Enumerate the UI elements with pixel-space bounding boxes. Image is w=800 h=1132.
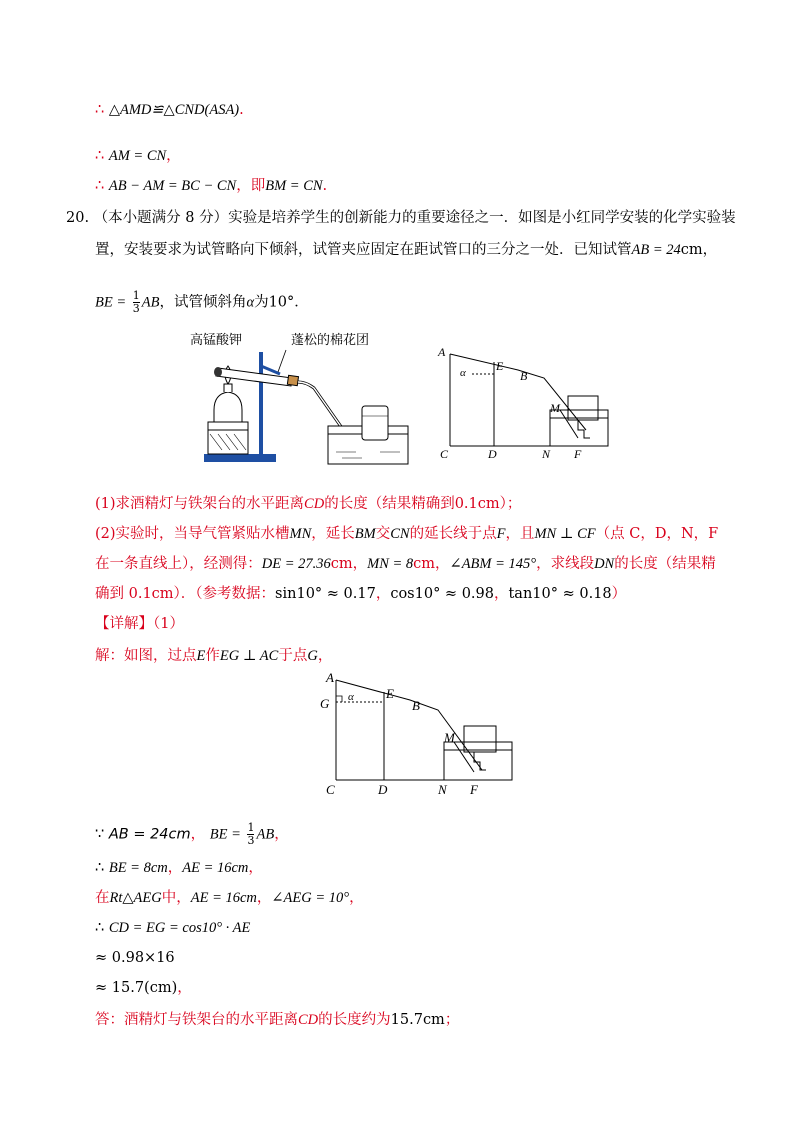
alpha-label: α xyxy=(460,367,466,379)
punct: . xyxy=(322,178,328,194)
punct: ） xyxy=(611,586,627,602)
math-mn-val: MN = 8 xyxy=(367,556,414,572)
clamp xyxy=(261,366,280,374)
question-text: 置，安装要求为试管略向下倾斜，试管夹应固定在距试管口的三分之一处．已知试管 xyxy=(95,242,632,258)
stopper xyxy=(287,375,298,385)
punct: ． xyxy=(294,294,309,311)
therefore-symbol: ∴ xyxy=(95,860,105,876)
sub-text: 的延长线于点 xyxy=(409,526,497,542)
detail-header-text: 【详解】（1） xyxy=(95,616,184,632)
therefore-symbol: ∴ xyxy=(95,178,105,194)
fraction-one-third xyxy=(133,290,140,315)
stand-base xyxy=(204,454,276,462)
calc-line-6 xyxy=(95,978,192,998)
ref-tan: tan10° ≈ 0.18 xyxy=(508,586,612,602)
precision: 0.1cm xyxy=(454,496,500,512)
point-g: G xyxy=(320,696,330,711)
math-ae-16: AE = 16cm xyxy=(182,860,249,876)
degree: 10° xyxy=(268,294,295,311)
jar xyxy=(568,396,598,420)
calc-text: 在 xyxy=(95,890,110,906)
math-approx-2: ≈ 15.7(cm) xyxy=(95,980,178,996)
punct: ； xyxy=(444,1012,460,1028)
question-number: 20. xyxy=(66,210,90,226)
math-ab: AB xyxy=(256,826,275,843)
gas-jar xyxy=(362,406,388,440)
jar xyxy=(464,726,496,752)
punct: ， xyxy=(493,586,509,602)
punct: ， xyxy=(349,890,364,906)
punct: ， xyxy=(317,648,333,664)
point-n: N xyxy=(542,447,551,461)
sub-question-2-line-1 xyxy=(95,524,718,544)
point-b: B xyxy=(412,698,420,713)
sol-text: 于点 xyxy=(278,648,308,664)
punct: ，即 xyxy=(236,178,266,194)
punct: ， xyxy=(248,860,263,876)
math-angle-abm: ∠ABM = 145° xyxy=(449,556,537,572)
math-ab: AB xyxy=(141,294,160,311)
apparatus-figure xyxy=(190,330,426,470)
point-f: F xyxy=(574,447,582,461)
math-be: BE = xyxy=(95,294,127,311)
therefore-symbol: ∴ xyxy=(95,102,105,118)
unit: cm， xyxy=(680,242,718,258)
math-dn: DN xyxy=(594,556,615,572)
alpha: α xyxy=(246,294,255,311)
calc-line-2 xyxy=(95,858,263,878)
punct: ， xyxy=(256,890,272,906)
math-mn: MN xyxy=(289,526,312,542)
block xyxy=(208,422,248,454)
sub-question-2-line-3 xyxy=(95,584,626,604)
calc-line-5 xyxy=(95,948,175,968)
frac-num: 1 xyxy=(132,289,140,302)
point-a: A xyxy=(326,670,334,685)
punct: ， xyxy=(177,980,192,996)
alcohol-lamp xyxy=(214,392,242,422)
sub-question-1 xyxy=(95,494,521,514)
frac-den: 3 xyxy=(247,834,255,847)
geometry-figure-1 xyxy=(432,342,622,462)
point-e: E xyxy=(386,686,394,701)
punct: ）； xyxy=(499,496,522,512)
point-f: F xyxy=(470,782,478,797)
because-symbol: ∵ xyxy=(95,826,105,843)
question-20-line-2 xyxy=(95,240,717,260)
math-g: G xyxy=(307,648,318,664)
question-text: 为 xyxy=(254,294,269,311)
sub-text: 的长度（结果精确到 xyxy=(324,496,455,512)
math-angle-aeg: ∠AEG = 10° xyxy=(271,890,350,906)
geometry-figure-2 xyxy=(314,670,524,798)
proof-bm-cn: BM = CN xyxy=(265,178,323,194)
sub-text: (2)实验时，当导气管紧贴水槽 xyxy=(95,526,290,542)
proof-line-3 xyxy=(95,176,327,196)
sub-text: 在一条直线上），经测得： xyxy=(95,556,262,572)
line-mf xyxy=(560,410,578,438)
alpha-label: α xyxy=(348,691,354,703)
sub-text: ，且 xyxy=(505,526,535,542)
point-e: E xyxy=(496,359,504,373)
point-c: C xyxy=(440,447,449,461)
point-a: A xyxy=(438,345,446,359)
point-d: D xyxy=(488,447,497,461)
therefore-symbol: ∴ xyxy=(95,148,105,164)
proof-line-1 xyxy=(95,100,244,120)
math-cn: CN xyxy=(390,526,410,542)
frac-den: 3 xyxy=(132,302,140,315)
calc-line-1 xyxy=(95,822,289,847)
question-20-line-3 xyxy=(95,290,309,315)
point-n: N xyxy=(438,782,447,797)
answer-text: 答：酒精灯与铁架台的水平距离 xyxy=(95,1012,298,1028)
proof-ab-am: AB − AM = BC − CN xyxy=(108,178,237,194)
punct: ， xyxy=(166,148,181,164)
ref-cos: cos10° ≈ 0.98 xyxy=(390,586,494,602)
answer-value: 15.7cm xyxy=(390,1012,445,1028)
fraction-one-third xyxy=(247,822,254,847)
point-b: B xyxy=(520,369,528,383)
reagent xyxy=(214,367,222,377)
calc-text: 中， xyxy=(161,890,191,906)
math-bm: BM xyxy=(354,526,376,542)
unit: cm， xyxy=(413,556,450,572)
math-eg-perp: EG ⊥ AC xyxy=(219,648,279,664)
question-text: ，试管倾斜角 xyxy=(159,294,247,311)
point-c: C xyxy=(326,782,335,797)
answer-text: 的长度约为 xyxy=(318,1012,391,1028)
sub-text: ，求线段 xyxy=(536,556,595,572)
math-ae: AE = 16cm xyxy=(190,890,257,906)
punct: ， xyxy=(190,826,206,843)
proof-line-2 xyxy=(95,146,181,166)
point-m: M xyxy=(444,730,455,745)
math-perp: MN ⊥ CF xyxy=(534,526,596,542)
frac-num: 1 xyxy=(247,821,255,834)
trough xyxy=(444,742,512,780)
proof-congruence: △AMD≌△CND(ASA) xyxy=(108,102,240,118)
math-triangle: Rt△AEG xyxy=(109,890,162,906)
label-potassium-permanganate: 高锰酸钾 xyxy=(190,333,243,348)
detail-header xyxy=(95,614,184,634)
math-de: DE = 27.36 xyxy=(261,556,331,572)
sub-text: (1)求酒精灯与铁架台的水平距离 xyxy=(95,496,305,512)
math-cd: CD xyxy=(304,496,325,512)
tube-line xyxy=(336,680,482,770)
sol-text: 作 xyxy=(205,648,220,664)
sub-question-2-line-2 xyxy=(95,554,716,574)
sol-text: 解：如图，过点 xyxy=(95,648,197,664)
punct: . xyxy=(239,102,244,118)
point-d: D xyxy=(378,782,388,797)
math-approx-1: ≈ 0.98×16 xyxy=(95,950,175,966)
punct: ， xyxy=(274,826,289,843)
label-cotton: 蓬松的棉花团 xyxy=(291,333,370,348)
math-be: BE = xyxy=(209,826,241,843)
math-be-8: BE = 8cm xyxy=(108,860,168,876)
question-20-line-1 xyxy=(66,208,736,228)
sub-text: 的长度（结果精 xyxy=(614,556,716,572)
calc-line-4 xyxy=(95,918,250,938)
sub-text: 确到 0.1cm）．（参考数据： xyxy=(95,586,276,602)
sub-text: （点 C，D，N，F xyxy=(595,526,719,542)
punct: ， xyxy=(375,586,391,602)
trough xyxy=(550,410,608,446)
answer-line xyxy=(95,1010,459,1030)
ref-sin: sin10° ≈ 0.17 xyxy=(275,586,376,602)
point-m: M xyxy=(550,401,560,415)
math-f: F xyxy=(496,526,506,542)
math-ab-24: AB = 24cm xyxy=(108,826,191,843)
math-e: E xyxy=(196,648,206,664)
punct: ， xyxy=(167,860,183,876)
math-cd-eg: CD = EG = cos10° · AE xyxy=(108,920,251,936)
sub-text: ，延长 xyxy=(311,526,355,542)
math-ab: AB = 24 xyxy=(631,242,681,258)
sub-text: 交 xyxy=(375,526,391,542)
solution-intro xyxy=(95,646,332,666)
question-text: （本小题满分 8 分）实验是培养学生的创新能力的重要途径之一．如图是小红同学安装的化学实验装 xyxy=(93,210,736,226)
therefore-symbol: ∴ xyxy=(95,920,105,936)
proof-am-cn: AM = CN xyxy=(108,148,167,164)
unit: cm， xyxy=(330,556,368,572)
math-cd: CD xyxy=(298,1012,319,1028)
calc-line-3 xyxy=(95,888,364,908)
